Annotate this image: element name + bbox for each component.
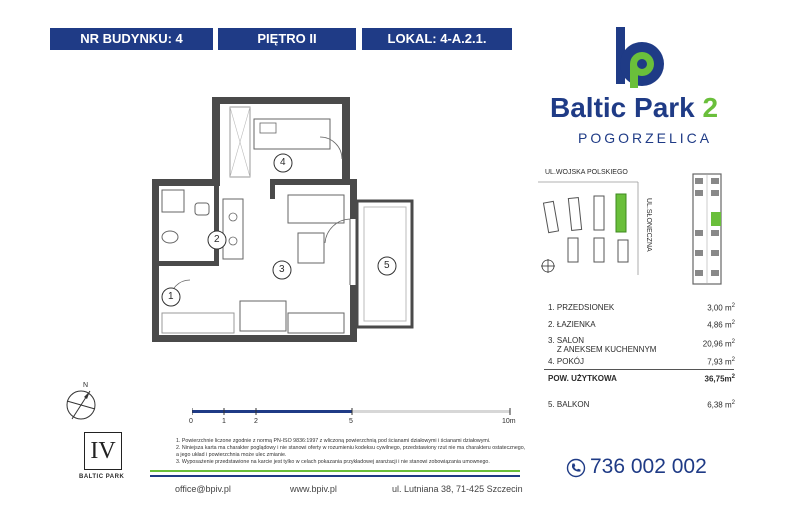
baltic-park-iv-logo	[84, 432, 122, 470]
building-key-plan	[677, 170, 739, 288]
balcony-name: 5. BALKON	[548, 400, 590, 409]
brand-location: POGORZELICA	[578, 130, 713, 146]
scale-label-2: 2	[254, 418, 258, 425]
room-1-area: 3,00 $m^2$	[707, 303, 735, 313]
room-number-3: 3	[279, 264, 285, 275]
room-number-2: 2	[214, 234, 220, 245]
room-number-4: 4	[280, 157, 286, 168]
room-3-name: 3. SALON Z ANEKSEM KUCHENNYM	[548, 336, 657, 354]
phone-number[interactable]: 736 002 002	[590, 455, 707, 478]
balcony-area: 6,38 $m^2$	[707, 400, 735, 410]
logo-name: BALTIC PARK	[79, 474, 125, 480]
email-link[interactable]: office@bpiv.pl	[175, 484, 231, 494]
phone-icon	[566, 458, 586, 478]
room-4-name: 4. POKÓJ	[548, 357, 585, 366]
note-1: 1. Powierzchnie liczone zgodnie z normą PN-ISO 9836:1997 z wliczoną powierzchnią pod ścianami działowymi i ścianami działowymi.	[176, 438, 491, 444]
floor-badge: PIĘTRO II	[218, 28, 356, 50]
room-3-area: 20,96 $m^2$	[702, 339, 735, 349]
footer-line-green	[150, 470, 520, 472]
scale-label-5: 5	[349, 418, 353, 425]
scale-label-10m: 10m	[502, 418, 516, 425]
baltic-park-logo-icon	[608, 24, 668, 90]
compass-label: N	[83, 382, 89, 389]
note-3: 3. Wyposażenie przedstawione na karcie jest tylko w celach pokazania przykładowej aranżacji i nie stanowi zobowiązania umownego.	[176, 459, 490, 465]
logo-numeral: IV	[90, 438, 116, 464]
footer-line-navy	[150, 475, 520, 477]
room-2-name: 2. ŁAZIENKA	[548, 320, 596, 329]
scale-label-1: 1	[222, 418, 226, 425]
note-2: 2. Niniejsza karta ma charakter poglądowy i nie stanowi oferty w rozumieniu kodeksu cywilnego, przedstawiony rzut nie ma charakteru ostatecznego,	[176, 445, 526, 451]
building-number-badge: NR BUDYNKU: 4	[50, 28, 213, 50]
room-2-area: 4,86 $m^2$	[707, 320, 735, 330]
street-label-top: UL.WOJSKA POLSKIEGO	[545, 169, 628, 176]
note-2b: a jego układ i powierzchnia może ulec zmianie.	[176, 452, 287, 458]
total-label: POW. UŻYTKOWA	[548, 374, 617, 383]
address: ul. Lutniana 38, 71-425 Szczecin	[392, 484, 523, 494]
room-number-1: 1	[168, 291, 174, 302]
website-link[interactable]: www.bpiv.pl	[290, 484, 337, 494]
room-4-area: 7,93 $m^2$	[707, 357, 735, 367]
site-plan-map	[538, 180, 643, 280]
unit-badge: LOKAL: 4-A.2.1.	[362, 28, 512, 50]
table-divider	[544, 369, 734, 370]
room-number-5: 5	[384, 260, 390, 271]
scale-bar	[192, 408, 512, 416]
scale-label-0: 0	[189, 418, 193, 425]
north-compass-icon	[64, 388, 98, 422]
floor-plan	[150, 95, 430, 345]
brand-name: Baltic Park 2	[550, 92, 719, 123]
room-1-name: 1. PRZEDSIONEK	[548, 303, 615, 312]
street-label-right: UL.SŁONECZNA	[645, 198, 652, 252]
total-area: $36,75m^2$	[704, 374, 735, 384]
